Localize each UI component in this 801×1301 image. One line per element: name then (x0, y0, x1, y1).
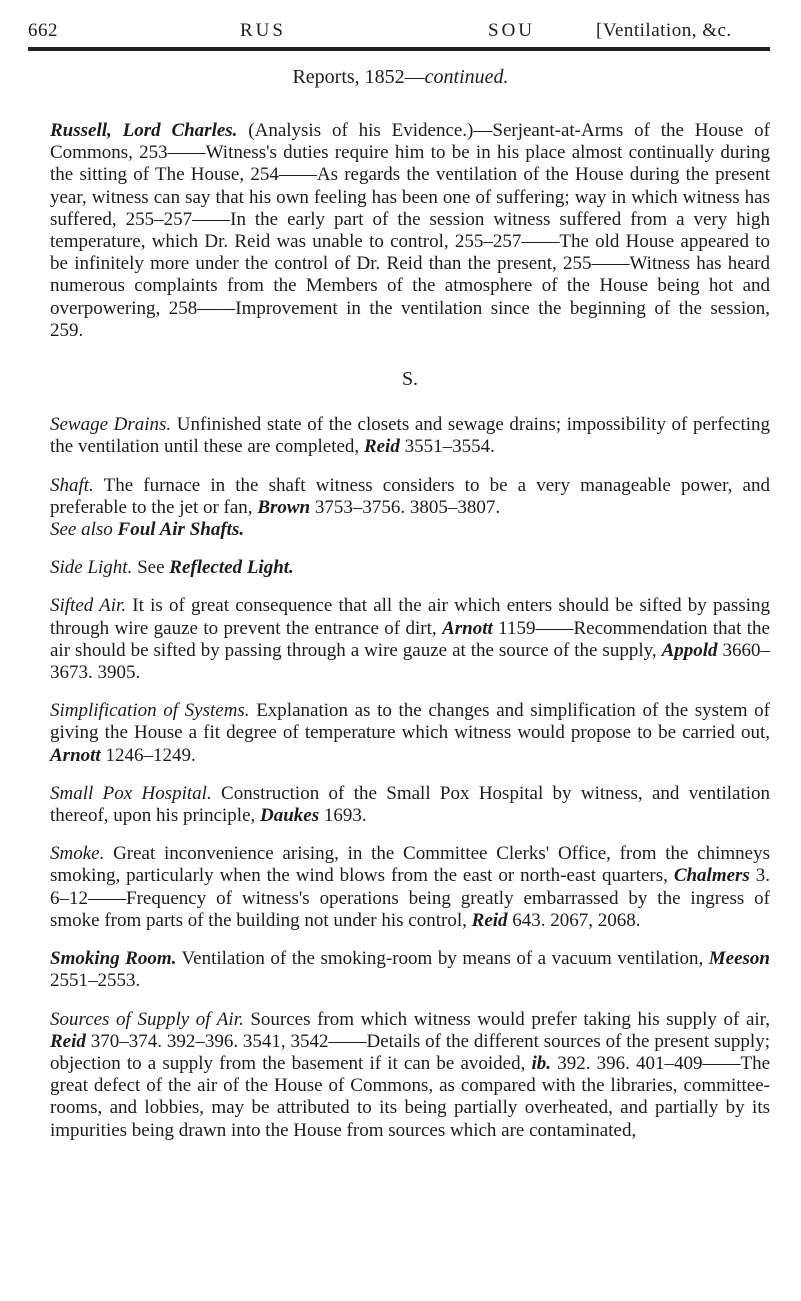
index-entry-simplification (50, 700, 770, 767)
entry-text-continued: 370–374. 392–396. 3541, 3542——Details of the different sources of the present supply; objection to a supply from the basement if it can be avoided, (50, 1030, 770, 1074)
index-entry-smoke (50, 843, 770, 932)
index-entry-small-pox-hospital (50, 783, 770, 827)
see-also-link[interactable]: Foul Air Shafts. (117, 519, 245, 541)
witness-citation: Brown (257, 496, 311, 518)
page-number: 662 (28, 20, 58, 41)
entry-text-continued: 1159——Recommendation that the air should be sifted by passing through a wire gauze at the source of the supply, (50, 617, 770, 661)
witness-citation: Reid (471, 909, 508, 931)
entry-text: Ventilation of the smoking-room by means of a vacuum ventilation, (181, 948, 704, 970)
topic-heading: [Ventilation, &c. (596, 20, 732, 41)
entry-text: The furnace in the shaft witness considers to be a very manageable power, and preferable to the jet or fan, (50, 474, 770, 518)
entry-heading: Small Pox Hospital. (50, 782, 212, 804)
section-letter: S. (401, 368, 419, 391)
index-entry-sewage-drains (50, 414, 770, 458)
entry-heading: Smoke. (50, 843, 105, 865)
entry-heading: Sewage Drains. (50, 414, 172, 436)
entry-heading: Shaft. (50, 474, 94, 496)
witness-citation: Daukes (260, 805, 320, 827)
witness-citation: Appold (661, 639, 718, 661)
right-heading: SOU (488, 20, 536, 41)
index-entry-smoking-room (50, 948, 770, 992)
entry-heading: Simplification of Systems. (50, 700, 250, 722)
index-entry-sifted-air (50, 595, 770, 684)
subtitle-continued: continued. (424, 66, 509, 88)
entry-heading: Sources of Supply of Air. (50, 1008, 244, 1030)
entry-references: 392. 396. 401–409——The great defect of the air of the House of Commons, as compared with the libraries, committee-rooms, and lobbies, may be attributed to its being partially overheated, and partially by its impurities being drawn into the House from sources which are contaminated, (50, 1052, 771, 1141)
entry-references: 3753–3756. 3805–3807. (314, 496, 501, 518)
entry-text: Great inconvenience arising, in the Committee Clerks' Office, from the chimneys smoking, particularly when the wind blows from the east or north-east quarters, (50, 843, 771, 887)
entry-references: 1246–1249. (105, 744, 196, 766)
entry-heading: Side Light. (50, 557, 133, 579)
witness-citation: Arnott (442, 617, 493, 639)
entry-text-continued: 3. 6–12——Frequency of witness's operations being greatly embarrassed by the ingress of smoke from parts of the building not under his control, (50, 865, 770, 931)
index-entry-shaft (50, 475, 770, 542)
entry-text: It is of great consequence that all the air which enters should be sifted by passing through wire gauze to prevent the entrance of dirt, (50, 595, 770, 639)
entry-text: (Analysis of his Evidence.)—Serjeant-at-Arms of the House of Commons, 253——Witness's duties require him to be in his place almost continually during the sitting of The House, 254——As regards the ventilation of the House during the present year, witness can say that his own feeling has been one of suffering; way in which witness has suffered, 255–257——In the early part of the session witness suffered from a very high temperature, which Dr. Reid was unable to control, 255–257——The old House appeared to be infinitely more under the control of Dr. Reid than the present, 255——Witness has heard numerous complaints from the Members of the atmosphere of the House being hot and overpowering, 258——Improvement in the ventilation since the beginning of the session, 259. (50, 120, 770, 341)
entry-text: Unfinished state of the closets and sewage drains; impossibility of perfecting the ventilation until these are completed, (50, 414, 771, 458)
entry-heading: Russell, Lord Charles. (50, 120, 238, 141)
header-rule (28, 47, 770, 51)
see-label: See (137, 557, 165, 579)
see-also-label: See also (50, 519, 113, 541)
left-heading: RUS (240, 20, 286, 41)
witness-citation: Chalmers (673, 865, 750, 887)
entry-references: 3551–3554. (404, 436, 495, 458)
entry-text: Explanation as to the changes and simplification of the system of giving the House a fit degree of temperature which witness would propose to be carried out, (50, 700, 770, 744)
subtitle-main: Reports, 1852— (292, 66, 425, 88)
see-link[interactable]: Reflected Light. (169, 557, 294, 579)
index-body (50, 120, 770, 1158)
subtitle (0, 66, 801, 89)
entry-text: Construction of the Small Pox Hospital by witness, and ventilation thereof, upon his principle, (50, 782, 771, 827)
witness-citation: Arnott (50, 744, 101, 766)
index-entry-side-light (50, 557, 770, 579)
entry-heading: Smoking Room. (50, 948, 177, 970)
witness-citation: ib. (531, 1052, 552, 1074)
witness-citation: Reid (363, 436, 400, 458)
index-entry-russell (50, 120, 770, 342)
index-entry-sources-of-supply (50, 1009, 770, 1142)
entry-text: Sources from which witness would prefer taking his supply of air, (250, 1008, 770, 1030)
entry-references: 643. 2067, 2068. (512, 909, 641, 931)
entry-heading: Sifted Air. (50, 595, 127, 617)
witness-citation: Meeson (708, 948, 770, 970)
entry-references: 2551–2553. (50, 970, 141, 992)
witness-citation: Reid (50, 1030, 86, 1052)
running-head (28, 20, 768, 46)
entry-references: 3660–3673. 3905. (50, 639, 771, 684)
entry-references: 1693. (323, 805, 367, 827)
